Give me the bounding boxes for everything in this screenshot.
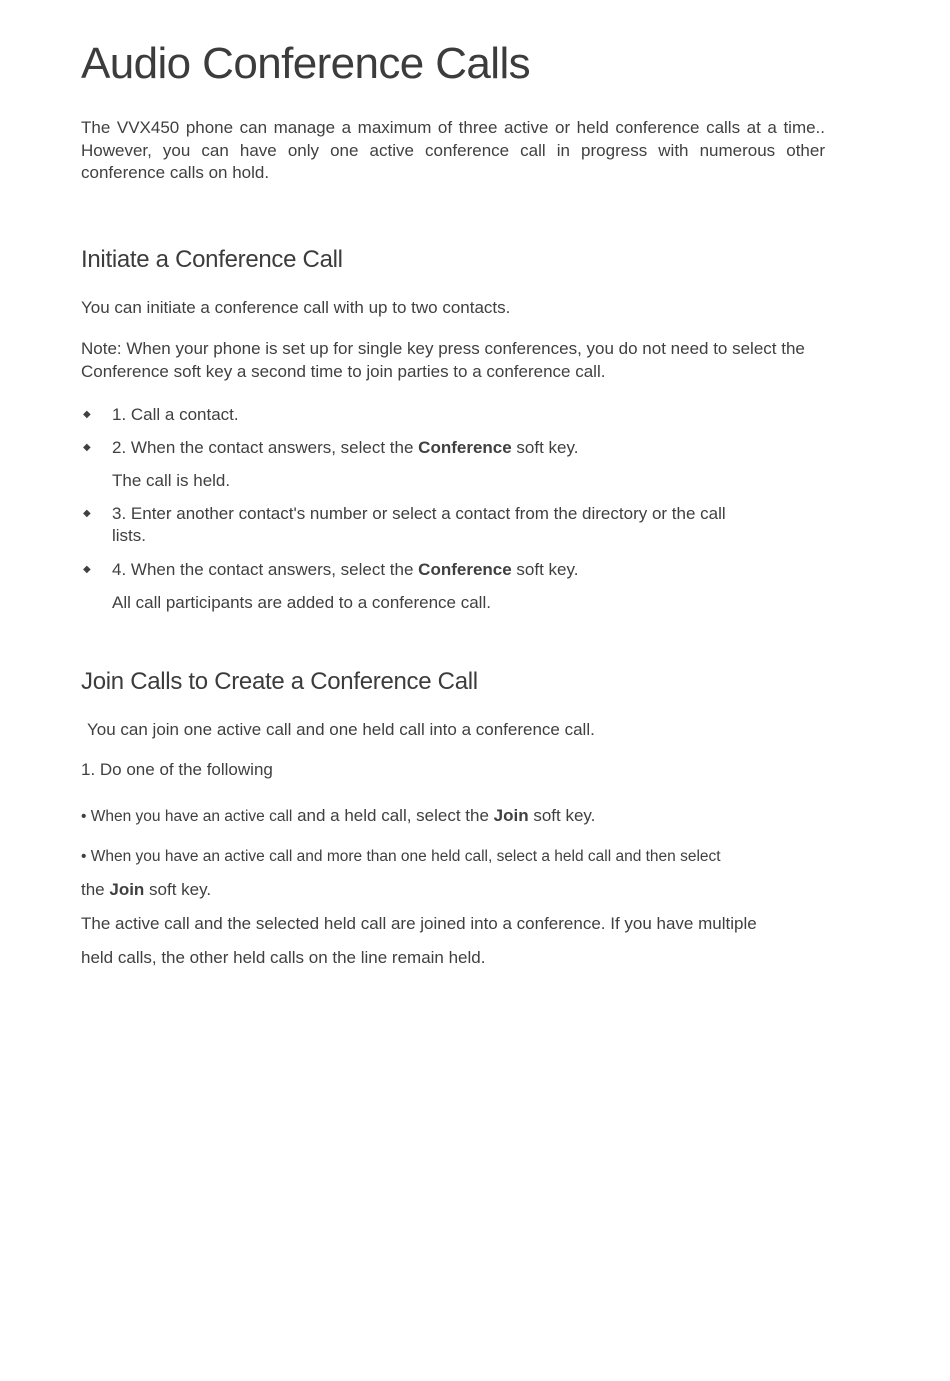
- join-softkey-label: Join: [493, 806, 529, 825]
- join-option-2: • When you have an active call and more than one held call, select a held call and then select: [81, 848, 721, 865]
- section1-note: Note: When your phone is set up for single key press conferences, you do not need to select the Conference soft key a second time to join parties to a conference call.: [81, 339, 805, 381]
- step-1: 1. Call a contact.: [112, 405, 239, 424]
- bullet-diamond-icon: ◆: [83, 564, 91, 575]
- section-heading-initiate: Initiate a Conference Call: [81, 246, 343, 273]
- conference-softkey-label: Conference: [418, 438, 512, 457]
- intro-paragraph: The VVX450 phone can manage a maximum of three active or held conference calls at a time.. However, you can have only one active conference call in progress with numerous other conference calls on hold.: [81, 118, 825, 182]
- bullet-diamond-icon: ◆: [83, 409, 91, 420]
- step-4-result: All call participants are added to a conference call.: [112, 593, 491, 612]
- join-option-1: • When you have an active call and a held call, select the Join soft key.: [81, 806, 596, 825]
- step-2-result: The call is held.: [112, 471, 231, 490]
- step-3: 3. Enter another contact's number or select a contact from the directory or the call lists.: [112, 504, 726, 545]
- bullet-diamond-icon: ◆: [83, 508, 91, 519]
- join-option-2-continued: the Join soft key.: [81, 880, 212, 899]
- join-result-line-1: The active call and the selected held call are joined into a conference. If you have multiple: [81, 914, 757, 933]
- section2-lead: You can join one active call and one held call into a conference call.: [87, 720, 595, 739]
- page-title: Audio Conference Calls: [81, 39, 531, 88]
- step-2: 2. When the contact answers, select the Conference soft key.: [112, 438, 579, 457]
- section2-step-1: 1. Do one of the following: [81, 760, 273, 779]
- section1-lead: You can initiate a conference call with up to two contacts.: [81, 298, 511, 317]
- bullet-diamond-icon: ◆: [83, 442, 91, 453]
- join-result-line-2: held calls, the other held calls on the line remain held.: [81, 948, 486, 967]
- conference-softkey-label: Conference: [418, 560, 512, 579]
- step-4: 4. When the contact answers, select the Conference soft key.: [112, 560, 579, 579]
- section-heading-join: Join Calls to Create a Conference Call: [81, 668, 478, 695]
- join-softkey-label: Join: [109, 880, 145, 899]
